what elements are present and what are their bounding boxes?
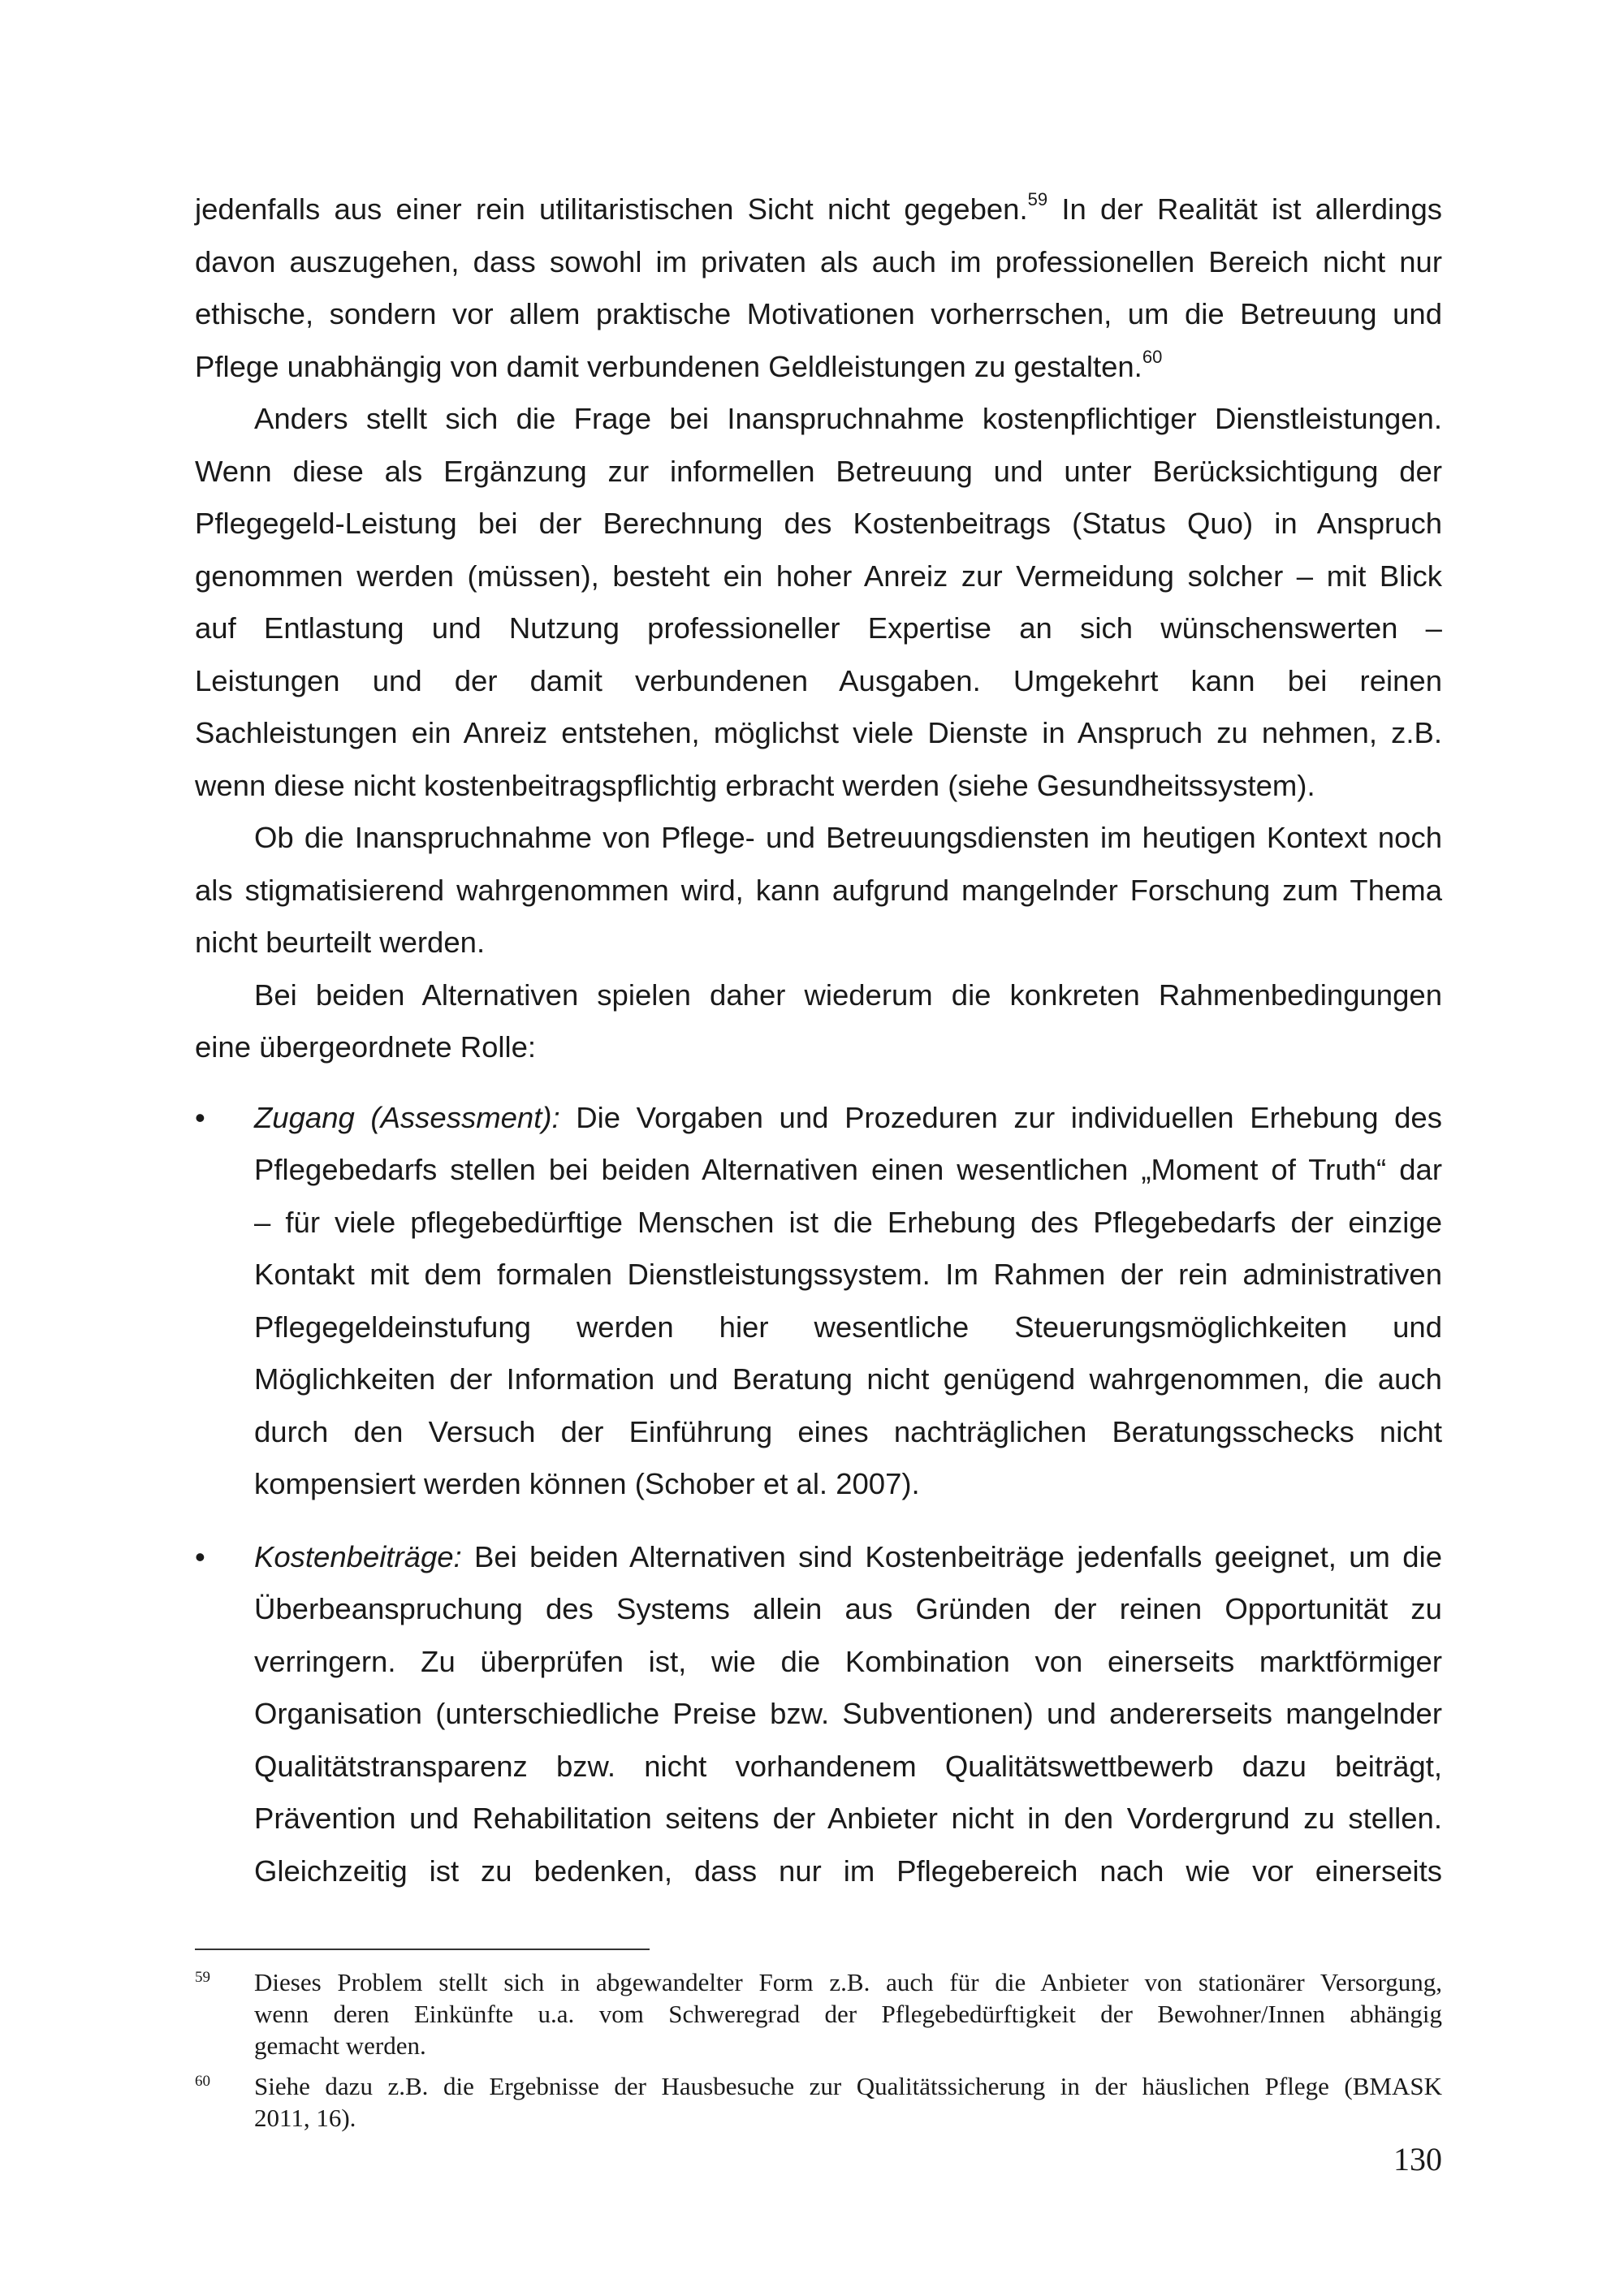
text-line <box>254 1531 1442 1584</box>
page-number: 130 <box>1393 2141 1442 2177</box>
footnote-line: gemacht werden. <box>254 2031 426 2060</box>
text-line: Sachleistungen ein Anreiz entstehen, möglichst viele Dienste in Anspruch zu nehmen, z.B. <box>195 716 1442 749</box>
text-line: eine übergeordnete Rolle: <box>195 1030 537 1064</box>
text-line: wenn diese nicht kostenbeitragspflichtig erbracht werden (siehe Gesundheitssystem). <box>195 768 1315 802</box>
footnote-line: 2011, 16). <box>254 2104 356 2132</box>
paragraph-3 <box>195 812 1442 969</box>
footnote-ref-59[interactable]: 59 <box>1027 189 1048 209</box>
text-line: Möglichkeiten der Information und Beratung nicht genügend wahrgenommen, die auch <box>254 1362 1442 1396</box>
text-line: Bei beiden Alternativen spielen daher wiederum die konkreten Rahmenbedingungen <box>254 978 1442 1012</box>
text-line: Pflegegeld-Leistung bei der Berechnung des Kostenbeitrags (Status Quo) in Anspruch <box>195 507 1442 540</box>
text-line <box>254 1092 1442 1145</box>
text-line: Pflegebedarfs stellen bei beiden Alternativen einen wesentlichen „Moment of Truth“ dar <box>254 1153 1442 1186</box>
paragraph-1 <box>195 183 1442 393</box>
text-line: davon auszugehen, dass sowohl im privaten als auch im professionellen Bereich nicht nur <box>195 244 1442 278</box>
bullet-item-zugang <box>195 1092 1442 1511</box>
text-line: durch den Versuch der Einführung eines nachträglichen Beratungsschecks nicht <box>254 1414 1442 1448</box>
bullet-item-kostenbeitraege <box>195 1531 1442 1898</box>
text-line: Qualitätstransparenz bzw. nicht vorhandenem Qualitätswettbewerb dazu beiträgt, <box>254 1749 1442 1783</box>
footnote-60 <box>195 2070 1442 2134</box>
text-line: Wenn diese als Ergänzung zur informellen Betreuung und unter Berücksichtigung der <box>195 454 1442 488</box>
text-line: – für viele pflegebedürftige Menschen ist die Erhebung des Pflegebedarfs der einzige <box>254 1205 1442 1239</box>
body-text <box>195 183 1442 1897</box>
footnote-number: 60 <box>195 2073 210 2090</box>
footnote-line: wenn deren Einkünfte u.a. vom Schweregrad der Pflegebedürftigkeit der Bewohner/Innen abhängig <box>254 2000 1442 2028</box>
text-line: verringern. Zu überprüfen ist, wie die Kombination von einerseits marktförmiger <box>254 1644 1442 1678</box>
bullet-lead: Zugang (Assessment): <box>254 1100 560 1134</box>
footnote-line: Dieses Problem stellt sich in abgewandelter Form z.B. auch für die Anbieter von stationärer Versorgung, <box>254 1968 1442 1996</box>
text-line: kompensiert werden können (Schober et al. 2007). <box>254 1467 920 1500</box>
text: In der Realität ist allerdings <box>1047 192 1442 226</box>
text-line: Anders stellt sich die Frage bei Inanspruchnahme kostenpflichtiger Dienstleistungen. <box>254 402 1442 435</box>
text-line: Ob die Inanspruchnahme von Pflege- und Betreuungsdiensten im heutigen Kontext noch <box>254 821 1442 854</box>
bullet-icon: • <box>195 1100 205 1134</box>
footnote-ref-60[interactable]: 60 <box>1142 346 1163 367</box>
bullet-icon: • <box>195 1539 205 1573</box>
text-line: Leistungen und der damit verbundenen Ausgaben. Umgekehrt kann bei reinen <box>195 663 1442 697</box>
paragraph-4 <box>195 969 1442 1074</box>
text: jedenfalls aus einer rein utilitaristischen Sicht nicht gegeben. <box>195 192 1028 226</box>
text-line: nicht beurteilt werden. <box>195 926 486 959</box>
text-line: genommen werden (müssen), besteht ein hoher Anreiz zur Vermeidung solcher – mit Blick <box>195 559 1442 593</box>
footnote-separator <box>195 1949 650 1950</box>
text: Bei beiden Alternativen sind Kostenbeiträge jedenfalls geeignet, um die <box>461 1539 1442 1573</box>
text-line: Organisation (unterschiedliche Preise bzw. Subventionen) und andererseits mangelnder <box>254 1697 1442 1730</box>
text-line <box>195 183 1442 236</box>
bullet-lead: Kostenbeiträge: <box>254 1539 462 1573</box>
text-line: als stigmatisierend wahrgenommen wird, kann aufgrund mangelnder Forschung zum Thema <box>195 873 1442 907</box>
text-line: Prävention und Rehabilitation seitens der Anbieter nicht in den Vordergrund zu stellen. <box>254 1802 1442 1835</box>
text-line: Gleichzeitig ist zu bedenken, dass nur im Pflegebereich nach wie vor einerseits <box>254 1854 1442 1888</box>
footnote-number: 59 <box>195 1969 210 1986</box>
text: Die Vorgaben und Prozeduren zur individuellen Erhebung des <box>559 1100 1442 1134</box>
paragraph-2 <box>195 393 1442 812</box>
text-line: Kontakt mit dem formalen Dienstleistungssystem. Im Rahmen der rein administrativen <box>254 1258 1442 1291</box>
text: Pflege unabhängig von damit verbundenen Geldleistungen zu gestalten. <box>195 349 1142 383</box>
footnote-line: Siehe dazu z.B. die Ergebnisse der Hausbesuche zur Qualitätssicherung in der häuslichen Pflege (BMASK <box>254 2072 1442 2100</box>
text-line: Überbeanspruchung des Systems allein aus Gründen der reinen Opportunität zu <box>254 1592 1442 1625</box>
text-line <box>195 341 1442 394</box>
text-line: Pflegegeldeinstufung werden hier wesentliche Steuerungsmöglichkeiten und <box>254 1310 1442 1344</box>
footnote-59 <box>195 1966 1442 2061</box>
text-line: ethische, sondern vor allem praktische Motivationen vorherrschen, um die Betreuung und <box>195 297 1442 330</box>
text-line: auf Entlastung und Nutzung professioneller Expertise an sich wünschenswerten – <box>195 611 1442 645</box>
